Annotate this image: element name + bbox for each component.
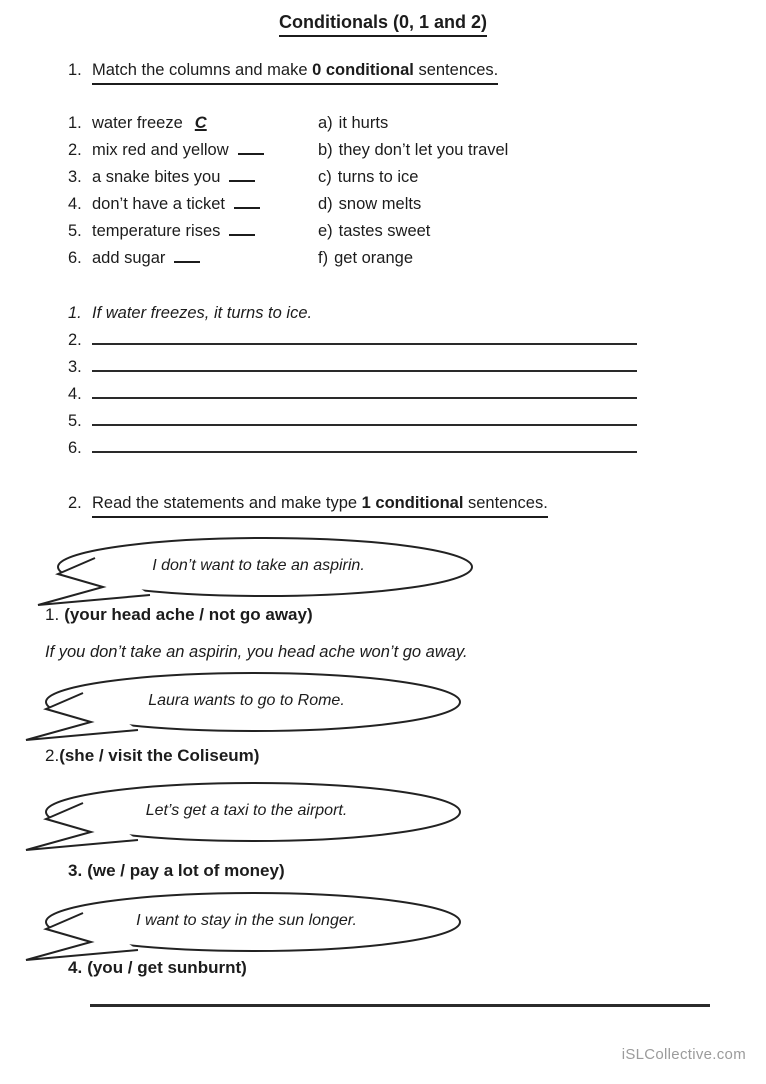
bubble-text: Laura wants to go to Rome. [148,692,345,709]
match-right-text: tastes sweet [338,222,431,240]
section2-heading-pre: Read the statements and make type [92,494,362,512]
prompt-text: (your head ache / not go away) [64,605,313,624]
match-left-text: temperature rises [92,222,221,240]
answer-row [68,300,708,327]
answer-blank-line [92,384,637,399]
section2-number: 2. [68,494,82,512]
match-right-text: they don’t let you travel [338,141,509,159]
match-row [68,164,708,191]
section2-heading-post: sentences. [463,494,548,512]
speech-bubble [24,671,469,749]
match-answer-blank [234,196,260,209]
match-row [68,137,708,164]
answer-number: 2. [68,331,82,349]
section1-heading-post: sentences. [413,61,499,79]
match-right-text: turns to ice [337,168,419,186]
match-left-number: 6. [68,249,82,267]
match-row [68,218,708,245]
section2-heading [92,490,548,518]
section1-number: 1. [68,61,82,79]
match-right-letter: a) [318,114,333,132]
match-right-letter: d) [318,195,333,213]
section2-header [68,490,548,518]
match-right-letter: b) [318,141,333,159]
match-answer-blank [238,142,264,155]
match-answer-blank [174,250,200,263]
prompt-row [45,744,259,768]
match-right-letter: f) [318,249,329,267]
prompt-text: (you / get sunburnt) [87,958,247,977]
answer-row [68,354,708,381]
writing-line [90,1004,710,1007]
watermark: iSLCollective.com [621,1046,746,1063]
answer-number: 4. [68,385,82,403]
matching-exercise [68,110,708,272]
match-right-text: snow melts [338,195,422,213]
prompt-row [68,859,285,883]
section1-header [68,57,498,85]
match-left-number: 3. [68,168,82,186]
answer-number: 3. [68,358,82,376]
answer-row [68,327,708,354]
prompt-row [45,603,313,627]
match-left-text: don’t have a ticket [92,195,225,213]
match-right-text: it hurts [338,114,389,132]
answer-number: 6. [68,439,82,457]
section1-heading [92,57,498,85]
prompt-number: 3. [68,861,83,880]
match-left-number: 2. [68,141,82,159]
section1-heading-bold: 0 conditional [312,61,414,79]
title-row [0,10,766,37]
match-left-text: water freeze [92,114,183,132]
written-answer: If you don’t take an aspirin, you head ache won’t go away. [45,643,468,661]
match-left-number: 5. [68,222,82,240]
answer-row [68,381,708,408]
match-left-text: a snake bites you [92,168,221,186]
answer-number: 1. [68,304,82,322]
match-right-letter: e) [318,222,333,240]
bubble-text: I don’t want to take an aspirin. [152,557,365,574]
match-left-text: mix red and yellow [92,141,229,159]
answer-lines [68,300,708,462]
match-answer-blank [229,223,255,236]
prompt-row [68,956,247,980]
match-row [68,245,708,272]
prompt-number: 2. [45,746,60,765]
prompt-text: (she / visit the Coliseum) [59,746,260,765]
match-left-number: 1. [68,114,82,132]
bubble-text: I want to stay in the sun longer. [136,912,357,929]
prompt-text: (we / pay a lot of money) [87,861,285,880]
match-answer-blank [229,169,255,182]
answer-sentence: If water freezes, it turns to ice. [92,304,313,322]
answer-blank-line [92,330,637,345]
match-row [68,191,708,218]
answer-row [68,408,708,435]
prompt-number: 1. [45,605,60,624]
match-left-number: 4. [68,195,82,213]
match-answer-letter: C [194,114,207,132]
prompt-number: 4. [68,958,83,977]
page-title: Conditionals (0, 1 and 2) [279,10,487,37]
bubble-text: Let’s get a taxi to the airport. [145,802,348,819]
answer-number: 5. [68,412,82,430]
speech-bubble [24,781,469,859]
section2-heading-bold: 1 conditional [361,494,464,512]
match-row [68,110,708,137]
answer-blank-line [92,438,637,453]
match-left-text: add sugar [92,249,166,267]
answer-row [68,435,708,462]
section1-heading-pre: Match the columns and make [92,61,313,79]
answer-blank-line [92,357,637,372]
match-right-text: get orange [334,249,413,267]
match-right-letter: c) [318,168,332,186]
answer-blank-line [92,411,637,426]
